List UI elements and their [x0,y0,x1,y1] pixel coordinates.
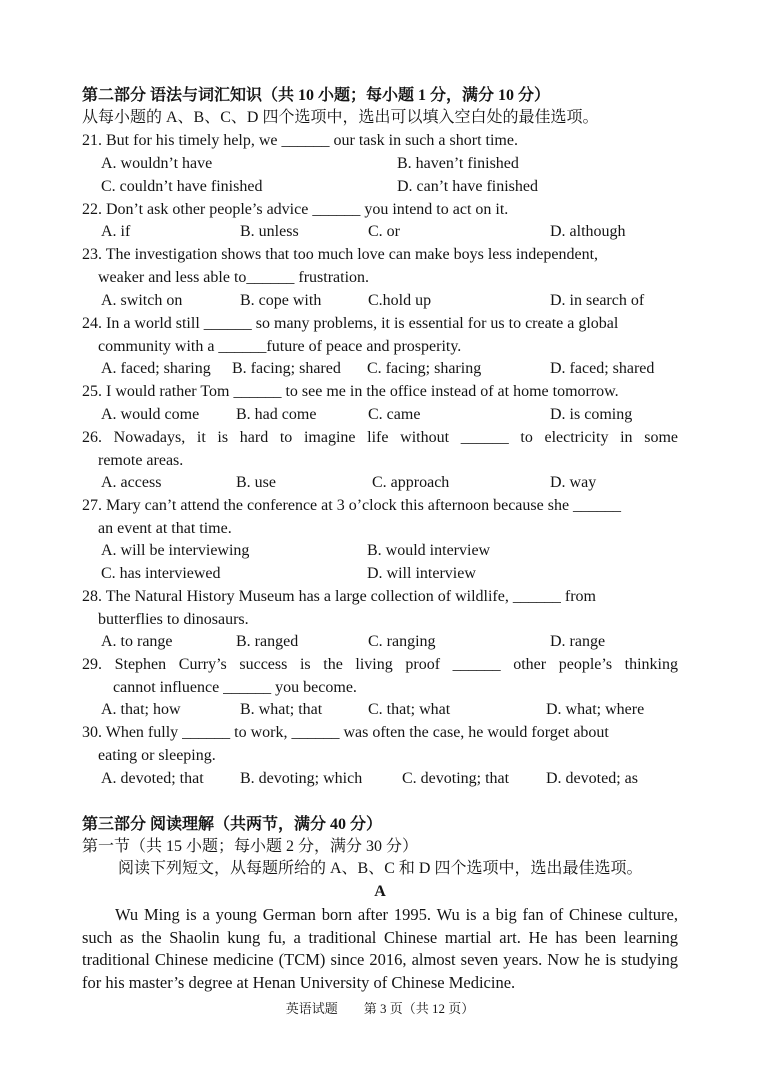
question-24-option-a[interactable]: A. faced; sharing [101,360,211,377]
question-24-option-d[interactable]: D. faced; shared [550,360,655,377]
question-30-stem: 30. When fully ______ to work, ______ was often the case, he would forget about [82,724,609,741]
part2-heading: 第二部分 语法与词汇知识（共 10 小题；每小题 1 分，满分 10 分） [82,87,551,104]
question-30-stem-cont: eating or sleeping. [98,747,216,764]
question-23-option-b[interactable]: B. cope with [240,292,322,309]
question-27-stem: 27. Mary can’t attend the conference at 3 o’clock this afternoon because she ______ [82,497,622,514]
question-23-option-d[interactable]: D. in search of [550,292,645,309]
question-28-option-b[interactable]: B. ranged [236,633,299,650]
question-29-option-c[interactable]: C. that; what [368,701,451,718]
question-21-option-b[interactable]: B. haven’t finished [397,155,519,172]
question-26-option-a[interactable]: A. access [101,474,162,491]
question-22-stem: 22. Don’t ask other people’s advice ______ you intend to act on it. [82,201,509,218]
question-21-option-a[interactable]: A. wouldn’t have [101,155,213,172]
question-25-option-b[interactable]: B. had come [236,406,317,423]
question-29-option-a[interactable]: A. that; how [101,701,181,718]
question-28-option-d[interactable]: D. range [550,633,606,650]
question-29-stem-cont: cannot influence ______ you become. [113,679,357,696]
question-25-option-a[interactable]: A. would come [101,406,200,423]
question-30-option-d[interactable]: D. devoted; as [546,770,638,787]
question-26-stem-cont: remote areas. [98,452,184,469]
question-26-option-c[interactable]: C. approach [372,474,450,491]
part2-instruction: 从每小题的 A、B、C、D 四个选项中，选出可以填入空白处的最佳选项。 [82,109,599,126]
question-22-option-c[interactable]: C. or [368,223,400,240]
question-29-option-d[interactable]: D. what; where [546,701,645,718]
question-28-option-c[interactable]: C. ranging [368,633,436,650]
question-24-stem-cont: community with a ______future of peace and prosperity. [98,338,462,355]
question-22-option-a[interactable]: A. if [101,223,131,240]
question-27-option-d[interactable]: D. will interview [367,565,476,582]
part3-heading: 第三部分 阅读理解（共两节，满分 40 分） [82,816,383,833]
question-28-stem-cont: butterflies to dinosaurs. [98,611,249,628]
question-28-option-a[interactable]: A. to range [101,633,173,650]
question-26-option-d[interactable]: D. way [550,474,597,491]
part3-section1: 第一节（共 15 小题；每小题 2 分，满分 30 分） [82,838,419,855]
question-23-stem: 23. The investigation shows that too much love can make boys less independent, [82,246,599,263]
question-30-option-c[interactable]: C. devoting; that [402,770,510,787]
question-28-stem: 28. The Natural History Museum has a large collection of wildlife, ______ from [82,588,596,605]
question-21-stem: 21. But for his timely help, we ______ our task in such a short time. [82,132,518,149]
passage-paragraph: Wu Ming is a young German born after 1995. Wu is a big fan of Chinese culture, such as the Shaolin kung fu, a traditional Chinese martial art. He has been learning traditional Chinese medicine (TCM) since 2016, almost seven years. Now he is studying for his master’s degree at Henan University of Chinese Medicine. [82,905,678,993]
question-24-option-b[interactable]: B. facing; shared [232,360,341,377]
passage-label: A [374,883,386,900]
question-27-option-c[interactable]: C. has interviewed [101,565,221,582]
question-30-option-b[interactable]: B. devoting; which [240,770,363,787]
question-23-option-a[interactable]: A. switch on [101,292,183,309]
question-25-option-c[interactable]: C. came [368,406,421,423]
question-22-option-d[interactable]: D. although [550,223,626,240]
question-27-stem-cont: an event at that time. [98,520,232,537]
part3-instruction: 阅读下列短文，从每题所给的 A、B、C 和 D 四个选项中，选出最佳选项。 [118,860,643,877]
question-29-stem: 29. Stephen Curry’s success is the living proof ______ other people’s thinking [82,656,678,673]
question-30-option-a[interactable]: A. devoted; that [101,770,204,787]
question-24-stem: 24. In a world still ______ so many problems, it is essential for us to create a global [82,315,619,332]
question-25-option-d[interactable]: D. is coming [550,406,633,423]
question-26-stem: 26. Nowadays, it is hard to imagine life without ______ to electricity in some [82,429,678,446]
question-27-option-b[interactable]: B. would interview [367,542,491,559]
page-footer: 英语试题 第 3 页（共 12 页） [285,1001,475,1016]
question-22-option-b[interactable]: B. unless [240,223,299,240]
question-29-option-b[interactable]: B. what; that [240,701,323,718]
question-23-stem-cont: weaker and less able to______ frustration. [98,269,370,286]
question-23-option-c[interactable]: C.hold up [368,292,432,309]
question-24-option-c[interactable]: C. facing; sharing [367,360,482,377]
question-21-option-d[interactable]: D. can’t have finished [397,178,538,195]
question-21-option-c[interactable]: C. couldn’t have finished [101,178,263,195]
question-27-option-a[interactable]: A. will be interviewing [101,542,250,559]
question-25-stem: 25. I would rather Tom ______ to see me in the office instead of at home tomorrow. [82,383,619,400]
passage-text [82,904,678,995]
question-26-option-b[interactable]: B. use [236,474,276,491]
